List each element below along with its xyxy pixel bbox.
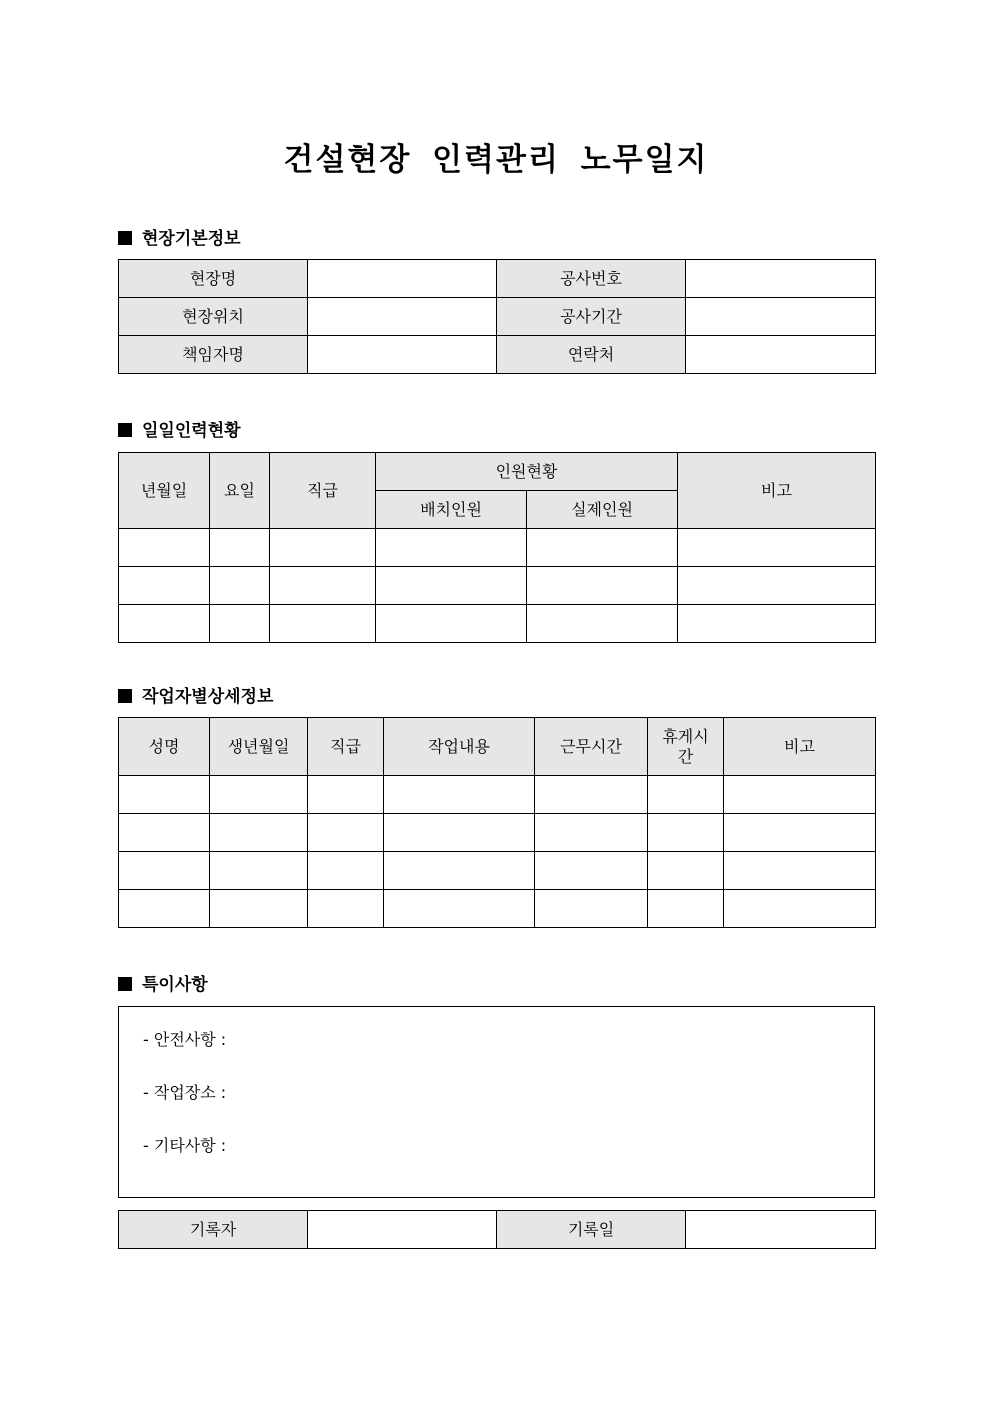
daily-staffing-table [118,452,876,643]
table-cell[interactable] [376,605,527,643]
section-title-daily: 일일인력현황 [118,416,241,441]
table-row [119,605,876,643]
site-name-field[interactable] [308,260,497,298]
header-break-line1: 휴게시 [662,726,709,746]
square-bullet-icon [118,423,132,437]
label-recorder: 기록자 [119,1211,308,1249]
section-title-special: 특이사항 [118,970,208,995]
table-cell[interactable] [308,776,384,814]
table-cell[interactable] [678,529,876,567]
table-cell[interactable] [308,852,384,890]
site-location-field[interactable] [308,298,497,336]
table-cell[interactable] [724,814,876,852]
header-rank: 직급 [308,718,384,776]
table-cell[interactable] [210,890,308,928]
label-record-date: 기록일 [497,1211,686,1249]
table-cell[interactable] [678,567,876,605]
square-bullet-icon [118,689,132,703]
square-bullet-icon [118,977,132,991]
header-birth: 생년월일 [210,718,308,776]
table-cell[interactable] [384,852,535,890]
table-cell[interactable] [724,890,876,928]
table-cell[interactable] [119,605,210,643]
table-cell[interactable] [210,605,270,643]
label-manager: 책임자명 [119,336,308,374]
label-construction-no: 공사번호 [497,260,686,298]
header-assigned: 배치인원 [376,491,527,529]
table-cell[interactable] [384,776,535,814]
table-cell[interactable] [270,529,376,567]
table-cell[interactable] [210,529,270,567]
header-rank: 직급 [270,453,376,529]
table-row [119,529,876,567]
table-cell[interactable] [119,567,210,605]
header-weekday: 요일 [210,453,270,529]
page-title: 건설현장 인력관리 노무일지 [283,142,709,178]
header-staffing: 인원현황 [376,453,678,491]
table-row [119,852,876,890]
construction-no-field[interactable] [686,260,876,298]
header-remarks: 비고 [678,453,876,529]
header-actual: 실제인원 [527,491,678,529]
table-cell[interactable] [119,529,210,567]
note-other: - 기타사항 : [143,1136,227,1155]
table-cell[interactable] [535,890,648,928]
table-cell[interactable] [648,852,724,890]
label-construction-period: 공사기간 [497,298,686,336]
table-cell[interactable] [270,567,376,605]
table-cell[interactable] [724,776,876,814]
record-date-field[interactable] [686,1211,876,1249]
table-cell[interactable] [535,814,648,852]
table-cell[interactable] [648,776,724,814]
table-cell[interactable] [119,814,210,852]
note-safety: - 안전사항 : [143,1030,227,1049]
table-cell[interactable] [270,605,376,643]
record-footer-table [118,1210,876,1249]
table-cell[interactable] [210,776,308,814]
header-task: 작업내용 [384,718,535,776]
table-cell[interactable] [210,852,308,890]
table-cell[interactable] [527,605,678,643]
recorder-field[interactable] [308,1211,497,1249]
header-break [648,718,724,776]
label-site-location: 현장위치 [119,298,308,336]
table-row [119,567,876,605]
table-cell[interactable] [535,776,648,814]
header-remarks: 비고 [724,718,876,776]
table-cell[interactable] [376,567,527,605]
header-date: 년월일 [119,453,210,529]
table-cell[interactable] [119,890,210,928]
table-row [119,814,876,852]
table-cell[interactable] [535,852,648,890]
table-cell[interactable] [527,567,678,605]
table-cell[interactable] [119,776,210,814]
table-cell[interactable] [308,890,384,928]
special-notes-box[interactable] [118,1006,875,1198]
table-cell[interactable] [210,814,308,852]
table-cell[interactable] [527,529,678,567]
table-cell[interactable] [384,814,535,852]
table-cell[interactable] [210,567,270,605]
section-title-basic-info: 현장기본정보 [118,224,241,249]
header-break-line2: 간 [677,746,694,766]
label-site-name: 현장명 [119,260,308,298]
table-cell[interactable] [308,814,384,852]
worker-details-table [118,717,876,928]
table-cell[interactable] [724,852,876,890]
table-cell[interactable] [648,890,724,928]
table-cell[interactable] [384,890,535,928]
table-cell[interactable] [376,529,527,567]
table-row [119,776,876,814]
basic-info-table [118,259,876,374]
manager-field[interactable] [308,336,497,374]
square-bullet-icon [118,231,132,245]
note-work-location: - 작업장소 : [143,1083,227,1102]
table-cell[interactable] [648,814,724,852]
table-cell[interactable] [678,605,876,643]
contact-field[interactable] [686,336,876,374]
header-hours: 근무시간 [535,718,648,776]
construction-period-field[interactable] [686,298,876,336]
table-cell[interactable] [119,852,210,890]
header-name: 성명 [119,718,210,776]
section-title-workers: 작업자별상세정보 [118,682,273,707]
table-row [119,890,876,928]
label-contact: 연락처 [497,336,686,374]
